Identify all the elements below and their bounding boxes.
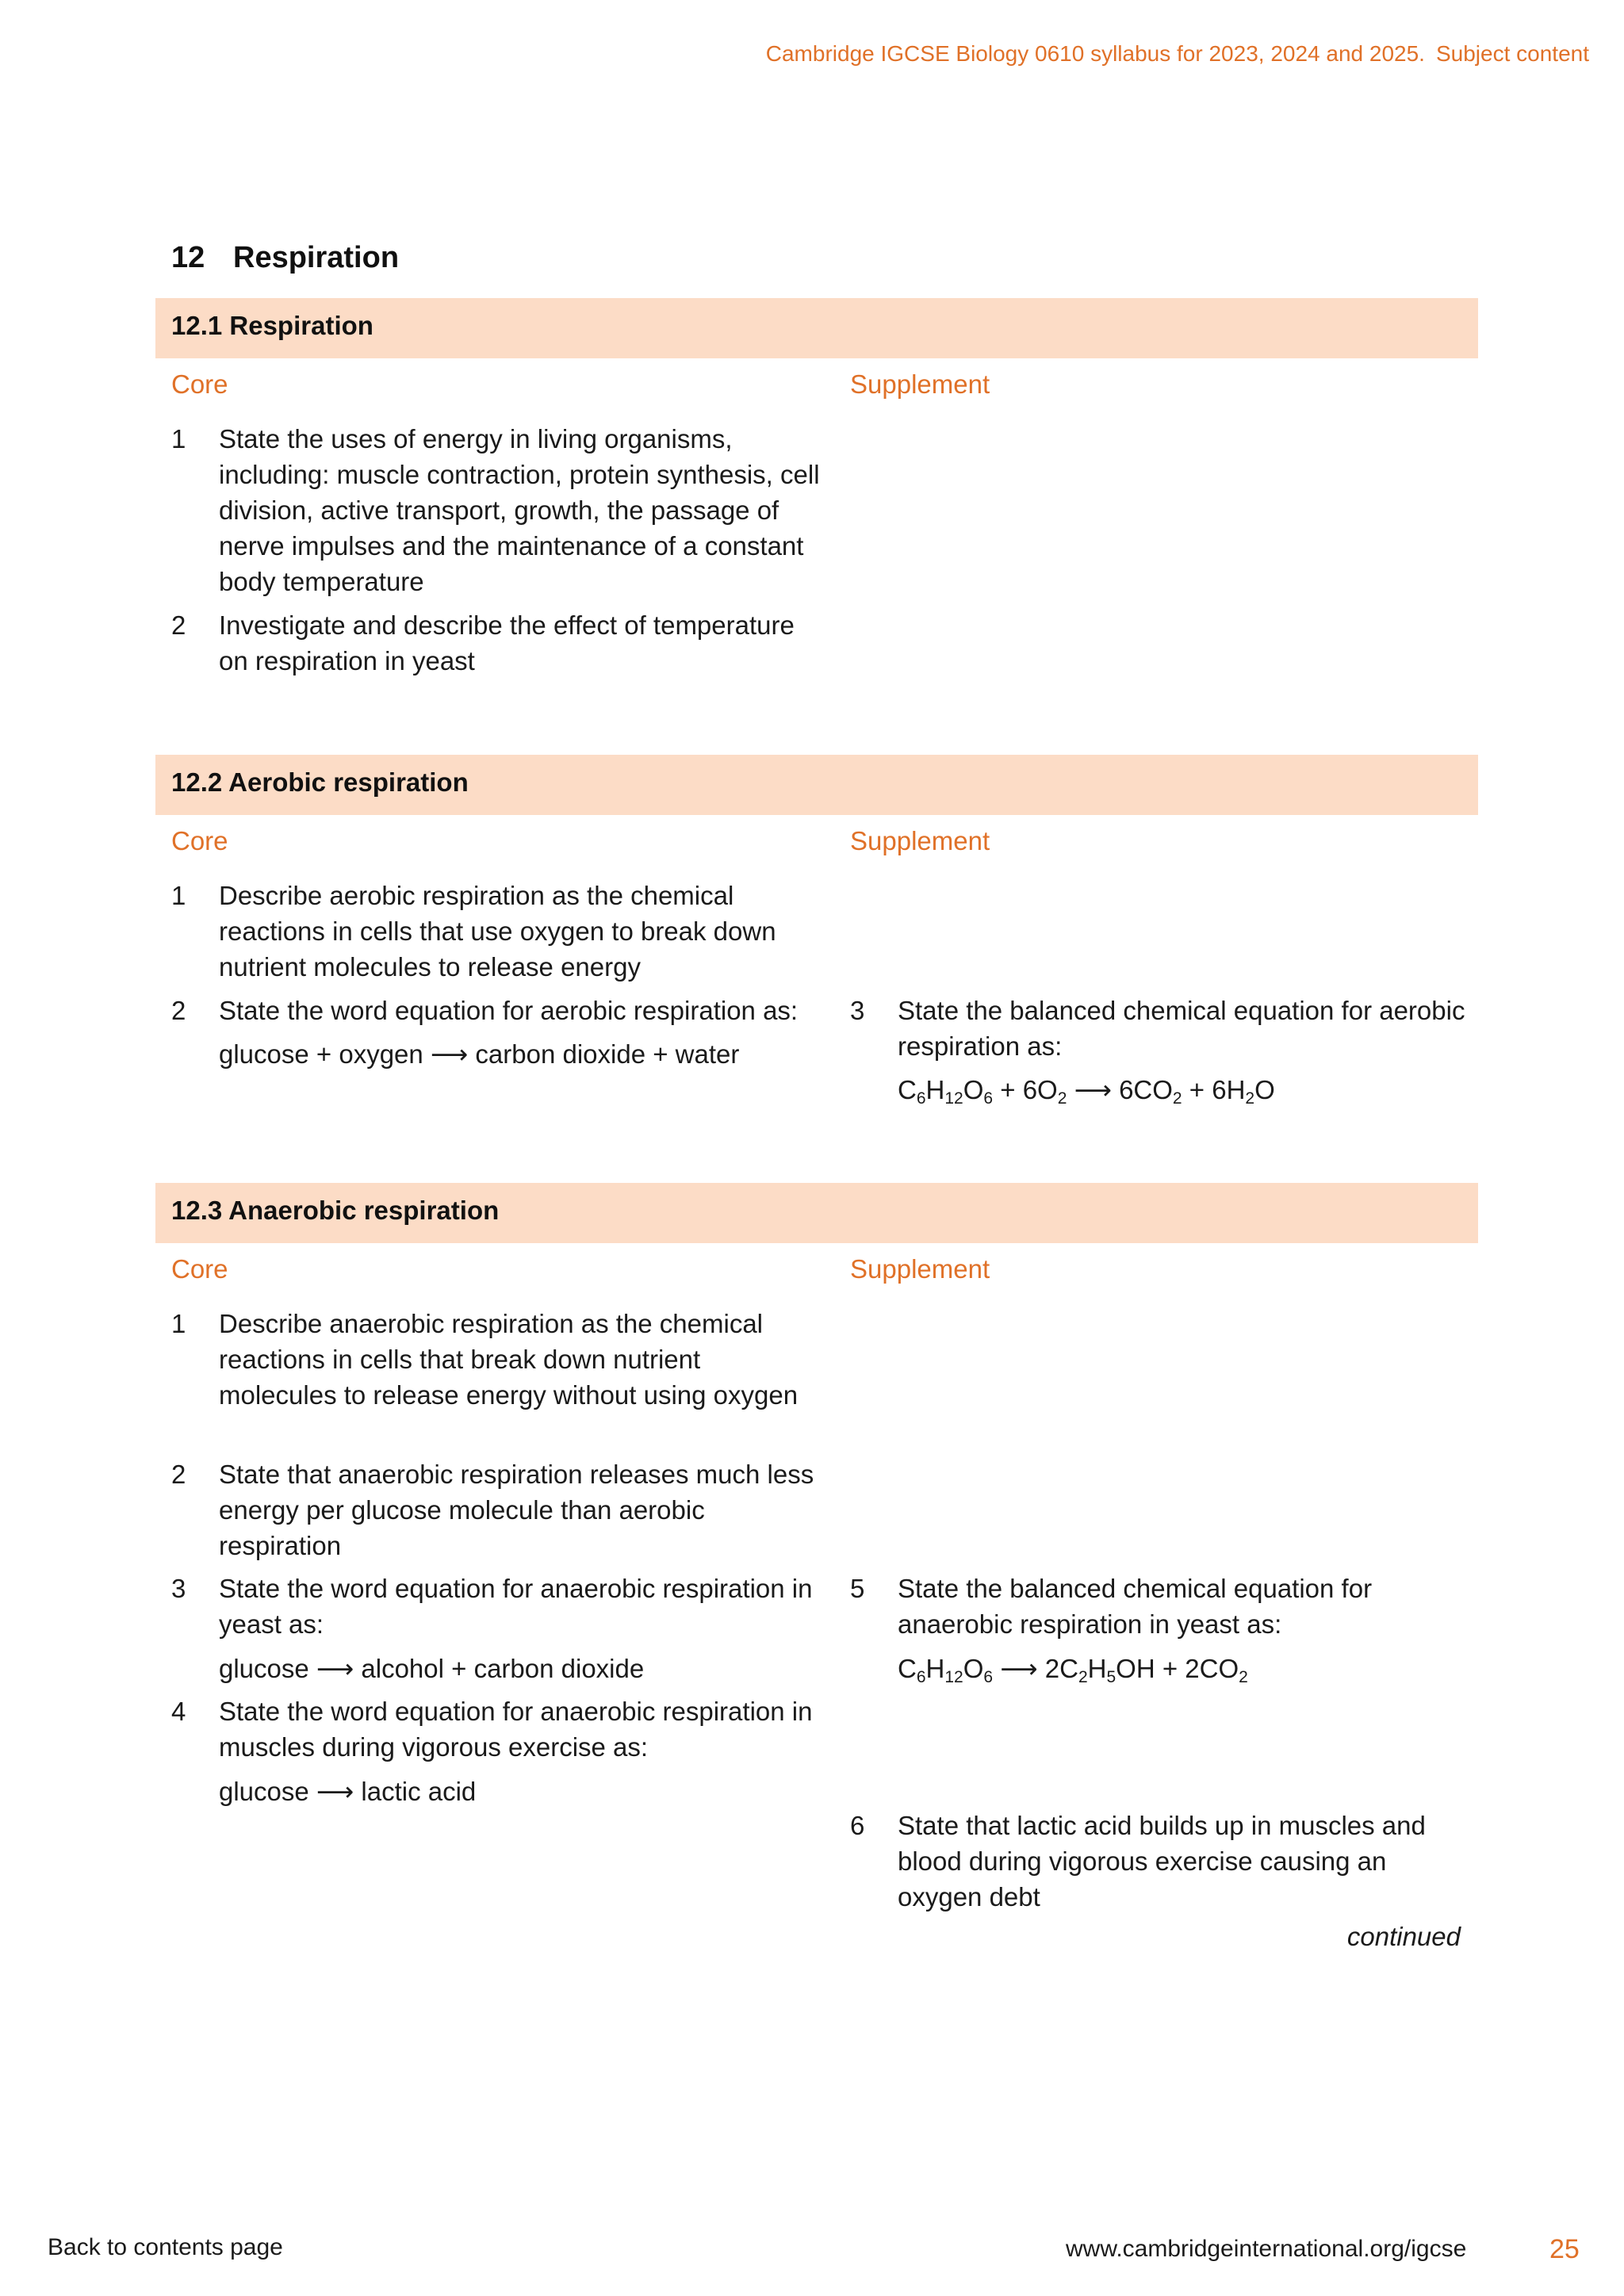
section-name: Subject content xyxy=(1435,41,1589,66)
website-link[interactable]: www.cambridgeinternational.org/igcse xyxy=(1066,2236,1467,2262)
continued-note: continued xyxy=(1346,1922,1461,1951)
word-equation: glucose ⟶ alcohol + carbon dioxide xyxy=(219,1654,645,1683)
item-number: 2 xyxy=(171,610,186,640)
item-number: 3 xyxy=(171,1574,186,1603)
section-header-12-2 xyxy=(155,755,1478,815)
item-text: State the uses of energy in living organisms, including: muscle contraction, protein synthesis, cell division, active transport, growth, the passage of nerve impulses and the maintenance of a constant body temperature xyxy=(219,424,820,596)
section-title: 12.1 Respiration xyxy=(171,311,373,340)
item-number: 1 xyxy=(171,1309,186,1338)
supplement-column-heading: Supplement xyxy=(850,826,990,855)
item-number: 1 xyxy=(171,424,186,453)
item-text: Describe aerobic respiration as the chemical reactions in cells that use oxygen to break down nutrient molecules to release energy xyxy=(219,881,776,982)
item-text: State that anaerobic respiration releases much less energy per glucose molecule than aerobic respiration xyxy=(219,1460,814,1560)
core-column-heading: Core xyxy=(171,369,228,399)
back-to-contents-link[interactable]: Back to contents page xyxy=(48,2234,283,2260)
section-title: 12.3 Anaerobic respiration xyxy=(171,1196,500,1225)
item-text: State the balanced chemical equation for aerobic respiration as: xyxy=(898,996,1465,1061)
chemical-equation: $C_6H_{12}O_6 + 6O_2$ ⟶ $6CO_2 + 6H_2O$ xyxy=(898,1075,1275,1108)
section-title: 12.2 Aerobic respiration xyxy=(171,767,469,797)
word-equation: glucose + oxygen ⟶ carbon dioxide + water xyxy=(219,1039,740,1069)
item-text: State the balanced chemical equation for anaerobic respiration in yeast as: xyxy=(898,1574,1373,1639)
running-header xyxy=(766,41,1589,67)
page-number: 25 xyxy=(1549,2234,1580,2264)
item-number: 5 xyxy=(850,1574,865,1603)
item-text: Investigate and describe the effect of temperature on respiration in yeast xyxy=(219,610,795,675)
item-text: State the word equation for anaerobic respiration in yeast as: xyxy=(219,1574,813,1639)
item-number: 1 xyxy=(171,881,186,910)
chemical-equation: $C_6H_{12}O_6$ ⟶ $2C_2H_5OH + 2CO_2$ xyxy=(898,1654,1248,1686)
supplement-column-heading: Supplement xyxy=(850,1254,990,1284)
item-number: 3 xyxy=(850,996,865,1025)
supplement-column-heading: Supplement xyxy=(850,369,990,399)
core-column-heading: Core xyxy=(171,1254,228,1284)
item-text: State the word equation for anaerobic respiration in muscles during vigorous exercise as: xyxy=(219,1697,813,1762)
item-text: State the word equation for aerobic respiration as: xyxy=(219,996,799,1025)
chapter-heading xyxy=(171,241,399,275)
item-text: Describe anaerobic respiration as the chemical reactions in cells that break down nutrient molecules to release energy without using oxygen xyxy=(219,1309,799,1410)
item-number: 4 xyxy=(171,1697,186,1726)
item-number: 6 xyxy=(850,1811,865,1840)
core-column-heading: Core xyxy=(171,826,228,855)
section-header-12-1 xyxy=(155,298,1478,358)
chapter-number: 12 xyxy=(171,241,205,274)
item-number: 2 xyxy=(171,996,186,1025)
word-equation: glucose ⟶ lactic acid xyxy=(219,1777,477,1806)
chapter-title: Respiration xyxy=(233,241,400,274)
syllabus-title: Cambridge IGCSE Biology 0610 syllabus for 2023, 2024 and 2025. xyxy=(765,41,1425,66)
item-text: State that lactic acid builds up in muscles and blood during vigorous exercise causing an oxygen debt xyxy=(898,1811,1426,1911)
section-header-12-3 xyxy=(155,1183,1478,1243)
item-number: 2 xyxy=(171,1460,186,1489)
